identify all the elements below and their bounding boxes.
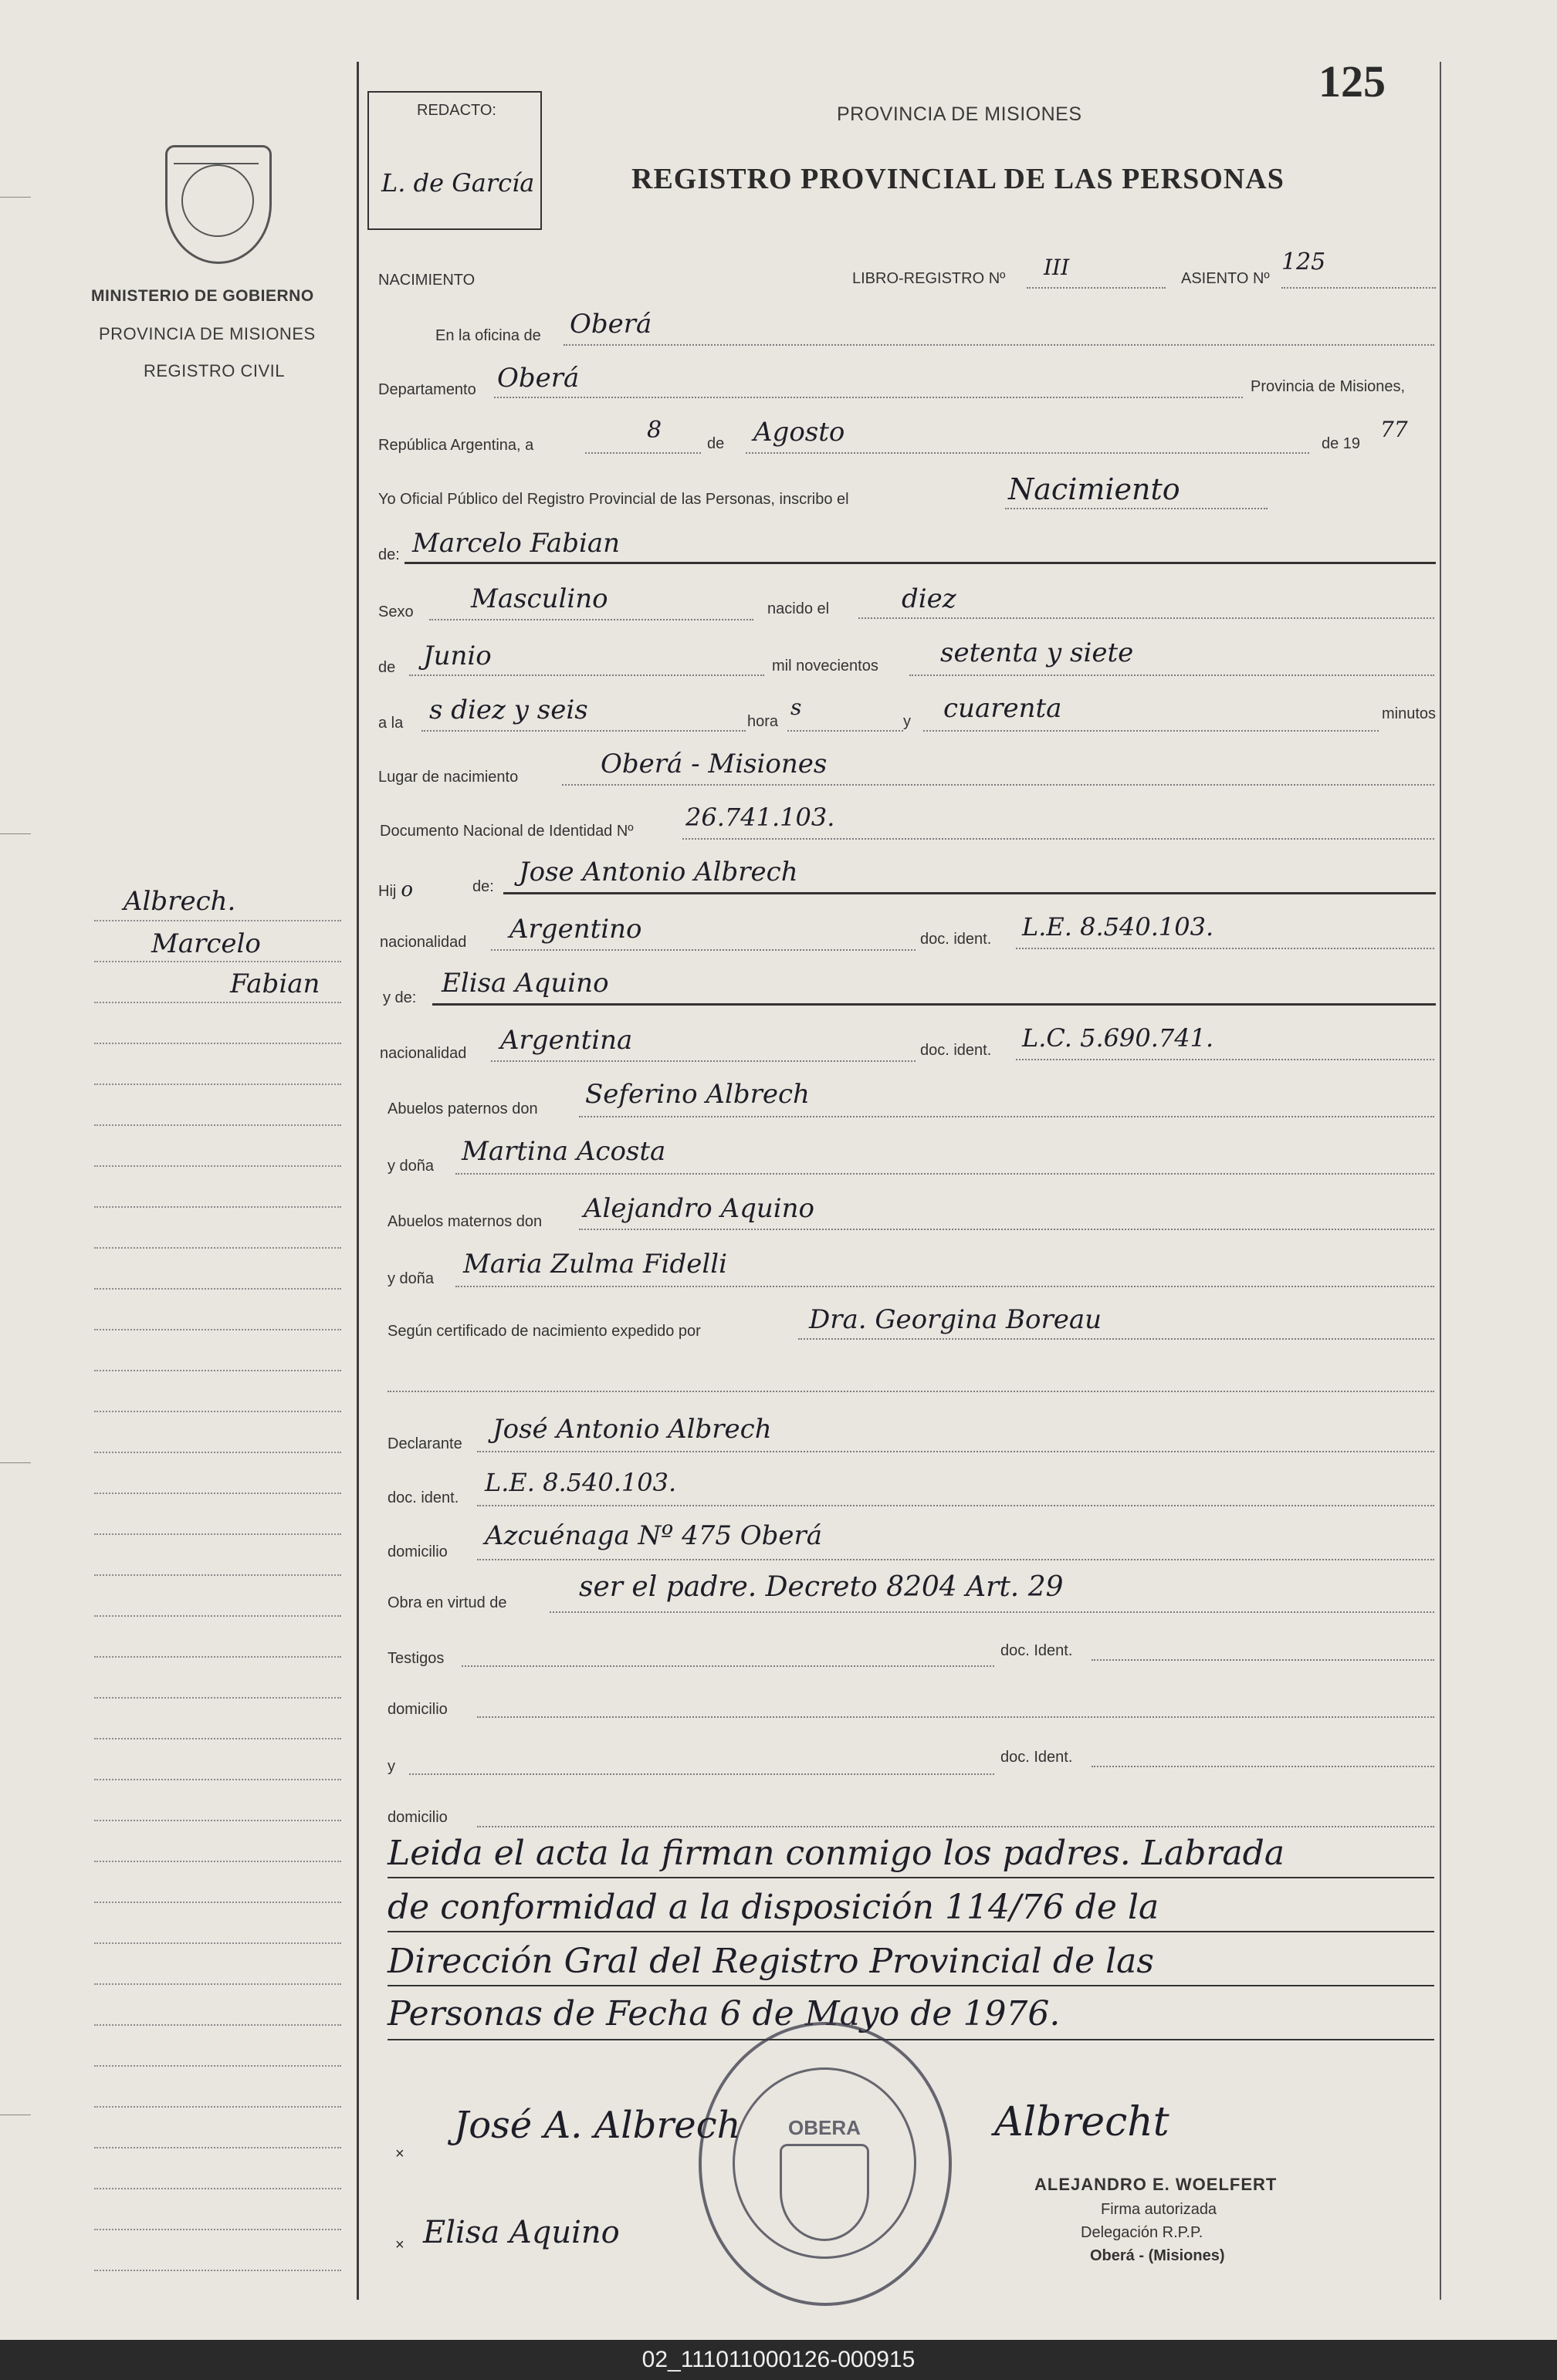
- nacido-value: diez: [902, 583, 956, 614]
- margin-surname: Albrech.: [124, 886, 236, 917]
- sexo-label: Sexo: [378, 603, 414, 620]
- birth-year-words: setenta y siete: [940, 637, 1134, 668]
- asiento-value: 125: [1281, 248, 1326, 276]
- right-rule: [1440, 62, 1441, 2300]
- official-name: ALEJANDRO E. WOELFERT: [1034, 2175, 1278, 2194]
- certificado-label: Según certificado de nacimiento expedido por: [388, 1323, 701, 1340]
- doc-ident-label-5: doc. Ident.: [1000, 1749, 1073, 1766]
- oficina-label: En la oficina de: [435, 327, 541, 344]
- sexo-value: Masculino: [471, 583, 608, 614]
- signature-mark-1: ×: [395, 2145, 404, 2162]
- mother-nationality: Argentina: [500, 1025, 633, 1056]
- redacto-signature: L. de García: [381, 168, 535, 198]
- birth-month: Junio: [423, 641, 492, 671]
- redacto-box: [367, 91, 542, 230]
- note-line-3: Dirección Gral del Registro Provincial de las: [388, 1942, 1154, 1981]
- province-header: PROVINCIA DE MISIONES: [837, 103, 1082, 125]
- de2-label: de: [378, 659, 396, 676]
- de-name-label: de:: [378, 546, 400, 563]
- obra-value: ser el padre. Decreto 8204 Art. 29: [579, 1571, 1064, 1603]
- a-la-value: s diez y seis: [429, 695, 588, 725]
- doc-ident-label-4: doc. Ident.: [1000, 1642, 1073, 1659]
- stamp-shield-icon: [780, 2144, 869, 2241]
- y2-label: y: [388, 1758, 395, 1775]
- lugar-label: Lugar de nacimiento: [378, 769, 519, 786]
- de-label: de: [707, 435, 725, 452]
- abuela-materna: Maria Zulma Fidelli: [463, 1249, 727, 1280]
- doc-ident-label-1: doc. ident.: [920, 931, 992, 948]
- declarante-label: Declarante: [388, 1435, 462, 1452]
- year-label: de 19: [1322, 435, 1361, 452]
- signature-official: Albrecht: [994, 2099, 1169, 2145]
- official-stamp: [699, 2022, 952, 2306]
- obra-label: Obra en virtud de: [388, 1594, 507, 1611]
- hora-value: s: [790, 695, 802, 720]
- inscribo-value: Nacimiento: [1008, 472, 1180, 506]
- stamp-top-text: OBERA: [788, 2116, 861, 2139]
- certificado-value: Dra. Georgina Boreau: [809, 1304, 1102, 1335]
- libro-value: III: [1044, 255, 1070, 280]
- declarante-doc: L.E. 8.540.103.: [485, 1468, 677, 1497]
- hijo-label-text: Hij: [378, 883, 397, 900]
- note-line-4: Personas de Fecha 6 de Mayo de 1976.: [388, 1994, 1061, 2033]
- mother-name: Elisa Aquino: [442, 968, 609, 999]
- y-de-label: y de:: [383, 989, 417, 1006]
- minutos-label: minutos: [1382, 705, 1437, 722]
- nacionalidad-label-1: nacionalidad: [380, 934, 467, 951]
- registry-title: REGISTRO PROVINCIAL DE LAS PERSONAS: [631, 163, 1285, 195]
- y-dona-label-1: y doña: [388, 1158, 435, 1175]
- domicilio-label-3: domicilio: [388, 1809, 448, 1826]
- abuelos-paternos-label: Abuelos paternos don: [388, 1100, 538, 1117]
- oficina-value: Oberá: [570, 309, 652, 340]
- domicilio-value: Azcuénaga Nº 475 Oberá: [485, 1520, 823, 1551]
- domicilio-label-2: domicilio: [388, 1701, 448, 1718]
- father-name: Jose Antonio Albrech: [519, 857, 798, 887]
- provincia-label: Provincia de Misiones,: [1251, 378, 1406, 395]
- binding-mark: [0, 1462, 31, 1463]
- father-nationality: Argentino: [509, 914, 642, 945]
- official-delegation: Delegación R.P.P.: [1081, 2224, 1203, 2241]
- year-value: 77: [1380, 417, 1408, 442]
- hora-label: hora: [747, 713, 779, 730]
- margin-firstname: Marcelo: [151, 928, 261, 959]
- redacto-label: REDACTO:: [417, 102, 496, 119]
- libro-label: LIBRO-REGISTRO Nº: [852, 270, 1006, 287]
- mil-label: mil novecientos: [772, 658, 878, 674]
- page-number: 125: [1318, 56, 1386, 106]
- testigos-label: Testigos: [388, 1650, 445, 1667]
- binding-mark: [0, 197, 31, 198]
- asiento-label: ASIENTO Nº: [1181, 270, 1270, 287]
- abuela-paterna: Martina Acosta: [462, 1136, 666, 1167]
- dni-value: 26.741.103.: [685, 803, 835, 832]
- hijo-suffix: o: [401, 878, 413, 901]
- father-doc: L.E. 8.540.103.: [1022, 912, 1214, 942]
- lugar-value: Oberá - Misiones: [601, 749, 828, 779]
- hijo-label: [378, 878, 413, 901]
- abuelo-materno: Alejandro Aquino: [584, 1193, 815, 1224]
- republica-label: República Argentina, a: [378, 437, 534, 454]
- signature-mother: Elisa Aquino: [423, 2215, 620, 2250]
- name-value: Marcelo Fabian: [412, 528, 621, 559]
- ministry-province: PROVINCIA DE MISIONES: [99, 324, 316, 343]
- month-value: Agosto: [753, 417, 845, 448]
- doc-ident-label-2: doc. ident.: [920, 1042, 992, 1059]
- image-id-footer: 02_111011000126-000915: [0, 2340, 1557, 2380]
- mother-doc: L.C. 5.690.741.: [1022, 1023, 1214, 1053]
- domicilio-label: domicilio: [388, 1543, 448, 1560]
- yo-oficial: Yo Oficial Público del Registro Provincial de las Personas, inscribo el: [378, 491, 849, 508]
- y-label: y: [903, 713, 911, 730]
- binding-mark: [0, 833, 31, 834]
- ministry-registry: REGISTRO CIVIL: [144, 361, 286, 380]
- dni-label: Documento Nacional de Identidad Nº: [380, 823, 634, 840]
- abuelo-paterno: Seferino Albrech: [585, 1079, 810, 1110]
- margin-rule: [357, 62, 359, 2300]
- signature-father: José A. Albrech: [454, 2104, 741, 2147]
- departamento-label: Departamento: [378, 381, 476, 398]
- official-title: Firma autorizada: [1101, 2201, 1217, 2218]
- y-dona-label-2: y doña: [388, 1270, 435, 1287]
- ministry-title: MINISTERIO DE GOBIERNO: [91, 287, 314, 305]
- day-value: 8: [647, 417, 662, 444]
- note-line-1: Leida el acta la firman conmigo los padres. Labrada: [388, 1834, 1285, 1873]
- a-la-label: a la: [378, 715, 404, 732]
- official-place: Oberá - (Misiones): [1090, 2247, 1225, 2264]
- nacionalidad-label-2: nacionalidad: [380, 1045, 467, 1062]
- declarante-value: José Antonio Albrech: [492, 1414, 772, 1445]
- departamento-value: Oberá: [497, 363, 580, 394]
- nacido-label: nacido el: [767, 600, 830, 617]
- act-type: NACIMIENTO: [378, 272, 476, 289]
- provincial-crest-icon: [165, 145, 272, 264]
- minutes-value: cuarenta: [943, 693, 1062, 724]
- signature-mark-2: ×: [395, 2236, 404, 2253]
- hijo-de-label: de:: [472, 878, 494, 895]
- doc-ident-label-3: doc. ident.: [388, 1489, 459, 1506]
- abuelos-maternos-label: Abuelos maternos don: [388, 1213, 543, 1230]
- note-line-2: de conformidad a la disposición 114/76 de la: [388, 1888, 1159, 1927]
- margin-secondname: Fabian: [230, 969, 320, 999]
